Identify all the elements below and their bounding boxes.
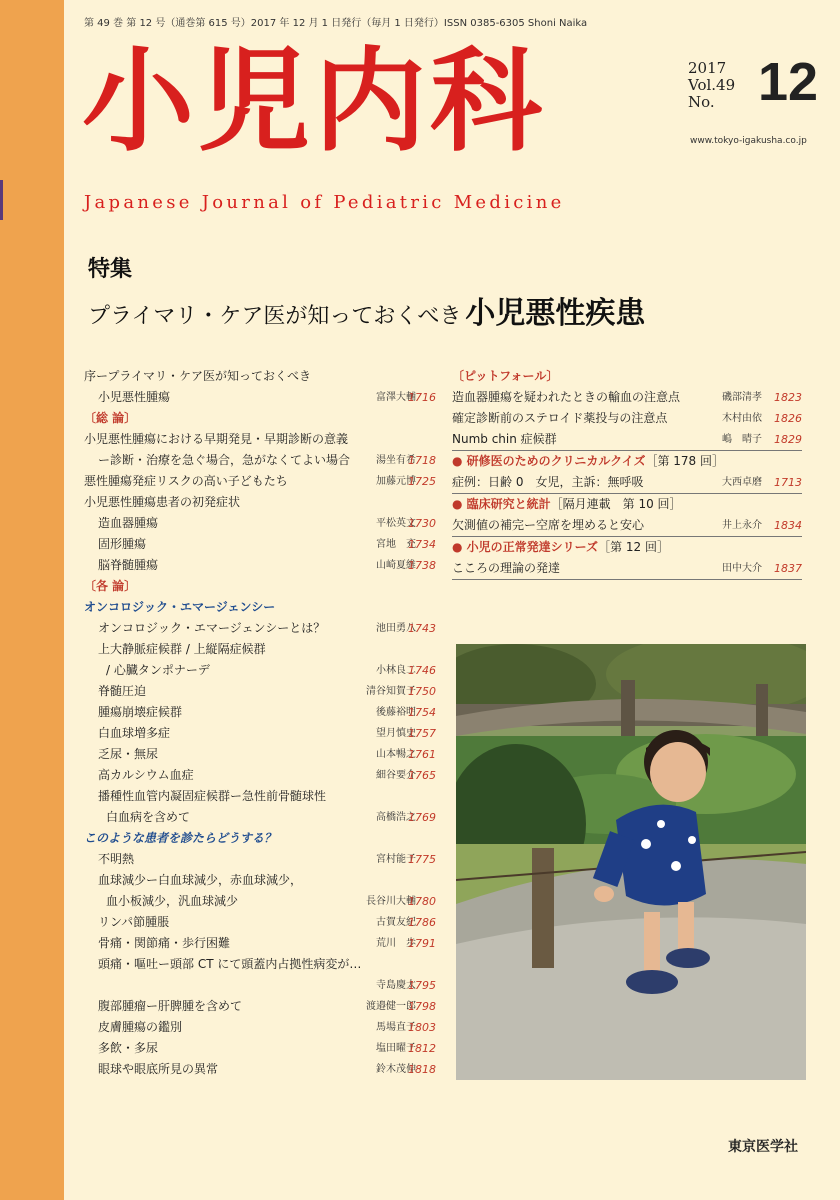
toc-entry-page: 1750 xyxy=(408,685,436,698)
toc-entry-title: 小児悪性腫瘍 xyxy=(98,390,171,404)
cover-photo xyxy=(456,644,806,1080)
toc-entry-author: 高橋浩之 xyxy=(376,812,416,823)
toc-entry-title: このような患者を診たらどうする？ xyxy=(84,831,277,845)
toc-entry-page: 1834 xyxy=(774,519,802,532)
toc-entry-author: 大西卓磨 xyxy=(722,477,762,488)
english-subtitle: Japanese Journal of Pediatric Medicine xyxy=(84,192,565,213)
toc-entry-author: 磯部清孝 xyxy=(722,392,762,403)
issue-volume: Vol.49 xyxy=(688,76,736,94)
toc-entry-page: 1812 xyxy=(408,1042,436,1055)
toc-entry-title: 〔各 論〕 xyxy=(84,579,137,593)
toc-entry-series: ［第 12 回］ xyxy=(598,540,669,554)
toc-entry-page: 1786 xyxy=(408,916,436,929)
toc-entry-title: 造血器腫瘍を疑われたときの輸血の注意点 xyxy=(452,390,681,404)
toc-entry-page: 1716 xyxy=(408,391,436,404)
toc-entry-page: 1791 xyxy=(408,937,436,950)
toc-entry-title: 播種性血管内凝固症候群ー急性前骨髄球性 xyxy=(98,789,327,803)
toc-entry-title: 皮膚腫瘍の鑑別 xyxy=(98,1020,183,1034)
toc-entry xyxy=(84,996,436,1017)
feature-title-lead: プライマリ・ケア医が知っておくべき xyxy=(88,304,462,329)
toc-entry-page: 1738 xyxy=(408,559,436,572)
toc-entry xyxy=(84,618,436,639)
spine-mark xyxy=(0,180,3,220)
toc-entry xyxy=(84,975,436,996)
publisher-url: www.tokyo-igakusha.co.jp xyxy=(690,136,807,146)
toc-entry-page: 1746 xyxy=(408,664,436,677)
toc-entry-title: Numb chin 症候群 xyxy=(452,432,557,446)
toc-entry-title: 血球減少ー白血球減少，赤血球減少， xyxy=(98,873,303,887)
toc-entry-title: 白血病を含めて xyxy=(106,810,191,824)
toc-entry xyxy=(452,472,802,493)
toc-entry xyxy=(84,471,436,492)
toc-entry-author: 富澤大輔 xyxy=(376,392,416,403)
toc-entry xyxy=(452,494,802,515)
toc-entry-author: 田中大介 xyxy=(722,563,762,574)
toc-entry-title: ● 研修医のためのクリニカルクイズ［第 178 回］ xyxy=(452,454,724,468)
toc-entry-author: 寺島慶太 xyxy=(376,980,416,991)
toc-entry xyxy=(84,765,436,786)
toc-entry-author: 宮村能子 xyxy=(376,854,416,865)
toc-entry xyxy=(84,954,436,975)
toc-entry xyxy=(84,1038,436,1059)
toc-entry xyxy=(84,366,436,387)
toc-entry-author: 清谷知賀子 xyxy=(366,686,416,697)
toc-entry-page: 1718 xyxy=(408,454,436,467)
toc-entry xyxy=(84,912,436,933)
toc-entry xyxy=(84,870,436,891)
toc-entry-title: オンコロジック・エマージェンシー xyxy=(84,600,276,614)
toc-entry-page: 1798 xyxy=(408,1000,436,1013)
toc-entry-series: ［第 178 回］ xyxy=(645,454,724,468)
feature-label: 特集 xyxy=(88,257,133,282)
issue-number: 12 xyxy=(758,52,819,112)
toc-entry-author: 長谷川大輔 xyxy=(366,896,416,907)
toc-entry-author: 鈴木茂伸 xyxy=(376,1064,416,1075)
toc-entry-author: 後藤裕明 xyxy=(376,707,416,718)
toc-entry-title: 悪性腫瘍発症リスクの高い子どもたち xyxy=(84,474,288,488)
toc-entry-title: 不明熱 xyxy=(98,852,135,866)
toc-entry xyxy=(84,408,436,429)
toc-separator xyxy=(452,579,802,580)
issue-no-label: No. xyxy=(688,93,715,111)
toc-entry-page: 1730 xyxy=(408,517,436,530)
toc-entry xyxy=(452,558,802,579)
toc-entry xyxy=(84,681,436,702)
toc-entry xyxy=(84,1059,436,1080)
toc-entry-author: 細谷要介 xyxy=(376,770,416,781)
toc-entry-title: 白血球増多症 xyxy=(98,726,171,740)
toc-entry-page: 1829 xyxy=(774,433,802,446)
toc-entry-author: 木村由依 xyxy=(722,413,762,424)
toc-entry-author: 古賀友紀 xyxy=(376,917,416,928)
toc-entry xyxy=(84,723,436,744)
toc-entry-title: オンコロジック・エマージェンシーとは？ xyxy=(98,621,326,635)
cover-photo-illustration xyxy=(456,644,806,1080)
toc-entry-author: 塩田曜子 xyxy=(376,1043,416,1054)
toc-entry-title: 小児悪性腫瘍患者の初発症状 xyxy=(84,495,241,509)
toc-entry-title: 小児悪性腫瘍における早期発見・早期診断の意義 xyxy=(84,432,349,446)
toc-entry-author: 池田勇八 xyxy=(376,623,416,634)
toc-entry xyxy=(452,537,802,558)
toc-entry-author: 平松英文 xyxy=(376,518,416,529)
toc-entry xyxy=(84,576,436,597)
toc-entry xyxy=(84,744,436,765)
toc-entry xyxy=(84,807,436,828)
toc-entry-title: 多飲・多尿 xyxy=(98,1041,159,1055)
toc-entry xyxy=(452,429,802,450)
toc-entry-page: 1803 xyxy=(408,1021,436,1034)
toc-entry-title: 脊髄圧迫 xyxy=(98,684,147,698)
toc-entry xyxy=(84,828,436,849)
toc-entry-title: ● 臨床研究と統計［隔月連載 第 10 回］ xyxy=(452,497,682,511)
toc-entry-author: 渡邉健一郎 xyxy=(366,1001,416,1012)
issue-year: 2017 xyxy=(688,59,727,77)
toc-entry-title: 腫瘍崩壊症候群 xyxy=(98,705,183,719)
toc-entry-author: 宮地 充 xyxy=(376,539,416,550)
toc-entry-author: 荒川 歩 xyxy=(376,938,416,949)
toc-left-column xyxy=(84,366,436,1080)
toc-entry-title: ● 小児の正常発達シリーズ［第 12 回］ xyxy=(452,540,669,554)
toc-entry-page: 1713 xyxy=(774,476,802,489)
toc-entry-title: 欠測値の補完ー空席を埋めると安心 xyxy=(452,518,645,532)
publication-info: 第 49 巻 第 12 号（通巻第 615 号）2017 年 12 月 1 日発行（毎月 1 日発行）ISSN 0385-6305 Shoni Naika xyxy=(84,18,588,29)
cover-spine xyxy=(0,0,64,1200)
feature-title xyxy=(88,288,645,332)
toc-entry xyxy=(84,555,436,576)
toc-entry-author: 望月慎史 xyxy=(376,728,416,739)
toc-entry-author: 山本暢之 xyxy=(376,749,416,760)
toc-entry-page: 1823 xyxy=(774,391,802,404)
toc-entry-title: 〔総 論〕 xyxy=(84,411,137,425)
toc-entry-author: 山崎夏維 xyxy=(376,560,416,571)
toc-entry xyxy=(84,849,436,870)
toc-right-column xyxy=(452,366,802,580)
toc-entry xyxy=(84,891,436,912)
toc-entry-page: 1769 xyxy=(408,811,436,824)
toc-entry xyxy=(84,513,436,534)
toc-entry-title: 造血器腫瘍 xyxy=(98,516,159,530)
toc-entry-author: 嶋 晴子 xyxy=(722,434,762,445)
toc-entry xyxy=(452,408,802,429)
toc-entry xyxy=(84,639,436,660)
toc-entry xyxy=(452,451,802,472)
toc-entry-page: 1725 xyxy=(408,475,436,488)
publisher-name: 東京医学社 xyxy=(728,1139,798,1155)
toc-entry-title: こころの理論の発達 xyxy=(452,561,561,575)
toc-entry xyxy=(84,1017,436,1038)
toc-entry-title: 〔ピットフォール〕 xyxy=(452,369,559,383)
toc-entry xyxy=(84,450,436,471)
toc-entry xyxy=(84,429,436,450)
toc-entry-title: 骨痛・関節痛・歩行困難 xyxy=(98,936,231,950)
toc-entry-page: 1826 xyxy=(774,412,802,425)
toc-entry-page: 1754 xyxy=(408,706,436,719)
toc-entry-page: 1734 xyxy=(408,538,436,551)
toc-entry-page: 1775 xyxy=(408,853,436,866)
toc-entry-author: 小林良二 xyxy=(376,665,416,676)
toc-entry-title: 眼球や眼底所見の異常 xyxy=(98,1062,219,1076)
toc-entry-page: 1780 xyxy=(408,895,436,908)
toc-entry-page: 1837 xyxy=(774,562,802,575)
toc-entry-title: 血小板減少，汎血球減少 xyxy=(106,894,239,908)
toc-entry-title: 確定診断前のステロイド薬投与の注意点 xyxy=(452,411,668,425)
toc-entry xyxy=(84,387,436,408)
toc-entry-title: 頭痛・嘔吐ー頭部 CT にて頭蓋内占拠性病変が… xyxy=(98,957,362,971)
toc-entry-author: 加藤元博 xyxy=(376,476,416,487)
toc-entry xyxy=(84,597,436,618)
toc-entry-series: ［隔月連載 第 10 回］ xyxy=(550,497,682,511)
toc-entry xyxy=(452,366,802,387)
toc-entry-page: 1795 xyxy=(408,979,436,992)
toc-entry-title: 腹部腫瘤ー肝脾腫を含めて xyxy=(98,999,243,1013)
issue-info xyxy=(688,60,735,111)
toc-entry xyxy=(84,702,436,723)
toc-entry-page: 1761 xyxy=(408,748,436,761)
toc-entry-title: 固形腫瘍 xyxy=(98,537,147,551)
toc-entry-title: / 心臓タンポナーデ xyxy=(106,663,210,677)
toc-entry-page: 1743 xyxy=(408,622,436,635)
feature-title-main: 小児悪性疾患 xyxy=(465,296,646,331)
journal-title: 小児内科 xyxy=(82,37,546,167)
toc-entry xyxy=(84,534,436,555)
toc-entry-page: 1818 xyxy=(408,1063,436,1076)
toc-entry xyxy=(84,786,436,807)
toc-entry xyxy=(452,515,802,536)
toc-entry-title: リンパ節腫脹 xyxy=(98,915,170,929)
toc-entry-title: ー診断・治療を急ぐ場合，急がなくてよい場合 xyxy=(98,453,351,467)
toc-entry-page: 1757 xyxy=(408,727,436,740)
cover-content xyxy=(64,0,840,1200)
toc-entry xyxy=(84,492,436,513)
toc-entry-title: 序ープライマリ・ケア医が知っておくべき xyxy=(84,369,312,383)
toc-entry-title: 症例：日齢 0 女児，主訴：無呼吸 xyxy=(452,475,644,489)
toc-entry xyxy=(84,933,436,954)
toc-entry-title: 上大静脈症候群 / 上縦隔症候群 xyxy=(98,642,266,656)
toc-entry-author: 馬場直子 xyxy=(376,1022,416,1033)
toc-entry-author: 井上永介 xyxy=(722,520,762,531)
toc-entry-title: 脳脊髄腫瘍 xyxy=(98,558,159,572)
toc-entry-title: 乏尿・無尿 xyxy=(98,747,159,761)
toc-entry xyxy=(84,660,436,681)
toc-entry-title: 高カルシウム血症 xyxy=(98,768,194,782)
toc-entry-author: 湯坐有希 xyxy=(376,455,416,466)
toc-entry-page: 1765 xyxy=(408,769,436,782)
toc-entry xyxy=(452,387,802,408)
